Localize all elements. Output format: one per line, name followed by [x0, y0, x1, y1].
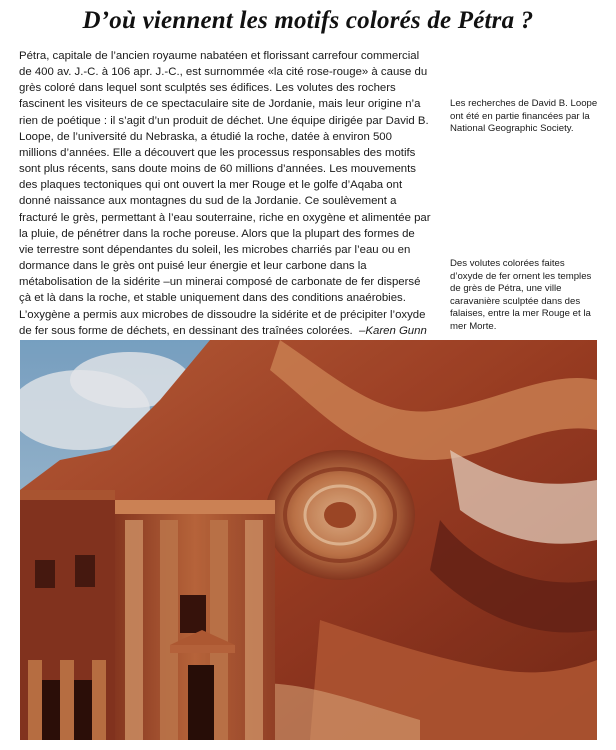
- petra-photo-illustration: [20, 340, 597, 740]
- author-signature: –Karen Gunn: [359, 324, 427, 337]
- petra-photo: [20, 340, 597, 740]
- article-body: [19, 48, 431, 339]
- article-body-text: Pétra, capitale de l’ancien royaume nabatéen et florissant carrefour commercial de 400 av. J.-C. à 106 apr. J.-C., est surnommée «la cité rose-rouge» à cause du grès coloré dans lequel sont sculptés ses édifices. Les volutes des rochers fascinent les visiteurs de ce spectaculaire site de Jordanie, mais leur origine n’a rien de poétique : il s’agit d’un produit de déchet. Une équipe dirigée par David B. Loope, de l’université du Nebraska, a étudié la roche, datée à environ 500 millions d’années. Elle a découvert que les processus responsables des motifs sont plus récents, sans doute moins de 60 millions d’années. Les mouvements des plaques tectoniques qui ont ouvert la mer Rouge et le golfe d’Aqaba ont donné naissance aux montagnes du sud de la Jordanie. Ce soulèvement a fracturé le grès, permettant à l’eau souterraine, riche en oxygène et alimentée par la pluie, de pénétrer dans la roche poreuse. Alors que la plupart des formes de vie terrestre sont dépendantes du soleil, les microbes charriés par l’eau ou en dormance dans le grès ont puisé leur énergie et leur carbone dans la métabolisation de la sidérite –un minerai composé de carbonate de fer dispersé çà et là dans la roche, et stable uniquement dans des conditions anaérobies. L’oxygène a permis aux microbes de dissoudre la sidérite et de précipiter l’oxyde de fer sous forme de déchets, en dessinant des traînées colorées.: [19, 50, 431, 337]
- funding-caption: Les recherches de David B. Loope ont été en partie financées par la National Geographic Society.: [450, 98, 598, 135]
- article-title: D’où viennent les motifs colorés de Pétra ?: [82, 7, 534, 34]
- photo-caption: Des volutes colorées faites d’oxyde de fer ornent les temples de grès de Pétra, une ville caravanière sculptée dans des falaises, entre la mer Rouge et la mer Morte.: [450, 258, 592, 332]
